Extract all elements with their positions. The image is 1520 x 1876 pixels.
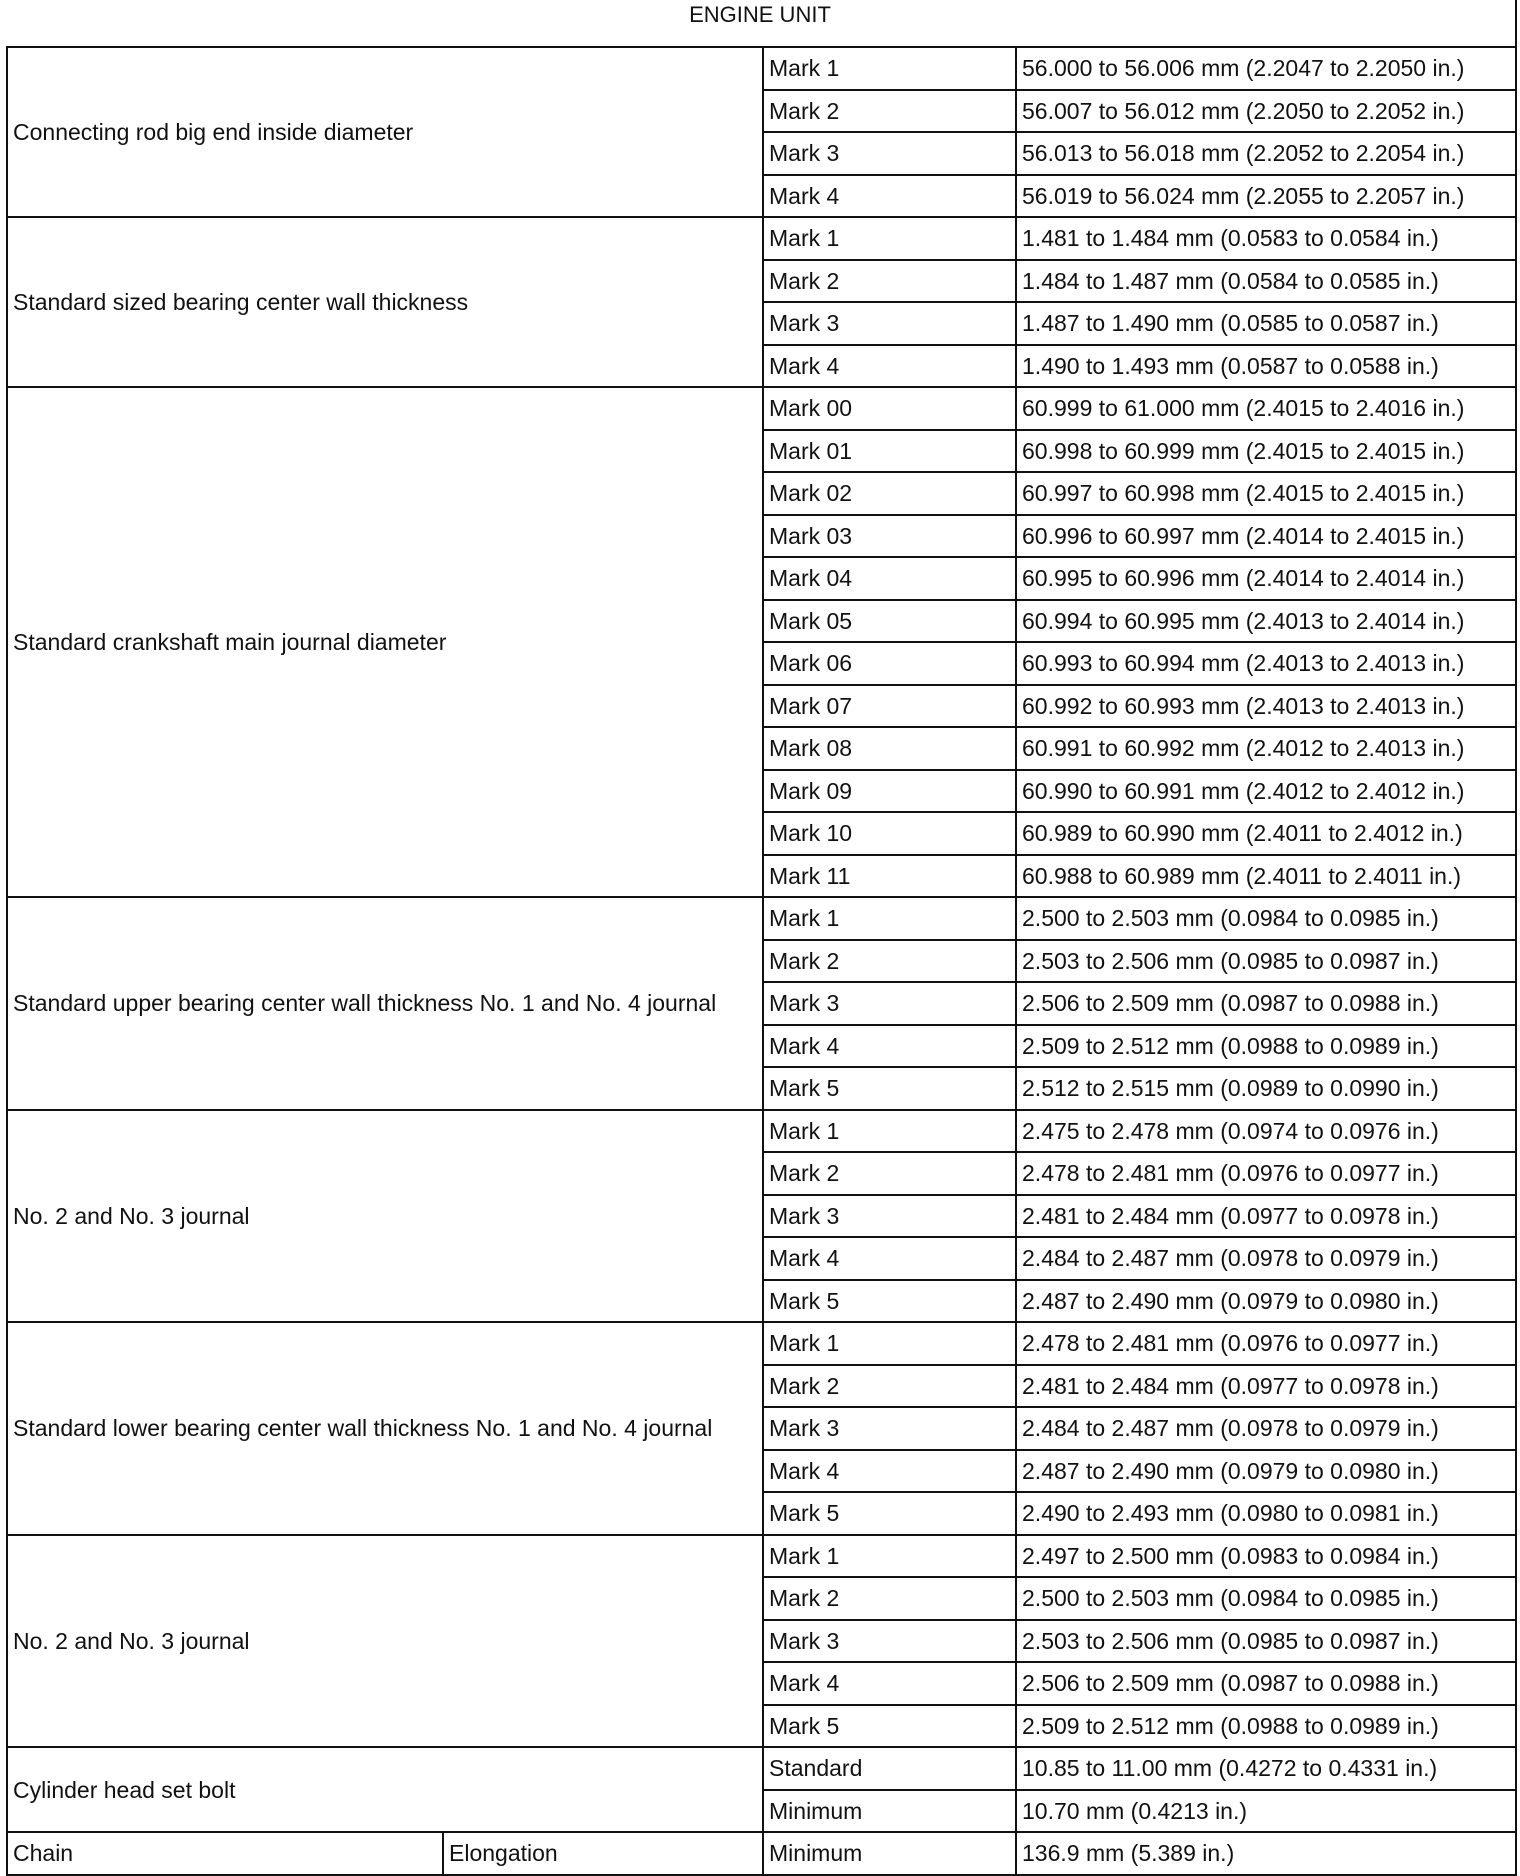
mark-cell: Mark 4 bbox=[763, 1450, 1016, 1493]
table-row bbox=[7, 1322, 1516, 1365]
chain-value: 136.9 mm (5.389 in.) bbox=[1016, 1832, 1516, 1875]
mark-cell: Mark 3 bbox=[763, 302, 1016, 345]
mark-cell: Mark 2 bbox=[763, 260, 1016, 303]
parameter-label: No. 2 and No. 3 journal bbox=[7, 1110, 763, 1323]
mark-cell: Mark 1 bbox=[763, 897, 1016, 940]
value-cell: 1.487 to 1.490 mm (0.0585 to 0.0587 in.) bbox=[1016, 302, 1516, 345]
value-cell: 2.487 to 2.490 mm (0.0979 to 0.0980 in.) bbox=[1016, 1280, 1516, 1323]
parameter-label: Standard lower bearing center wall thickness No. 1 and No. 4 journal bbox=[7, 1322, 763, 1535]
value-cell: 60.990 to 60.991 mm (2.4012 to 2.4012 in.) bbox=[1016, 770, 1516, 813]
value-cell: 60.988 to 60.989 mm (2.4011 to 2.4011 in.) bbox=[1016, 855, 1516, 898]
value-cell: 60.989 to 60.990 mm (2.4011 to 2.4012 in.) bbox=[1016, 812, 1516, 855]
mark-cell: Mark 2 bbox=[763, 90, 1016, 133]
value-cell: 2.481 to 2.484 mm (0.0977 to 0.0978 in.) bbox=[1016, 1365, 1516, 1408]
mark-cell: Mark 5 bbox=[763, 1705, 1016, 1748]
mark-cell: Mark 4 bbox=[763, 1662, 1016, 1705]
mark-cell: Mark 3 bbox=[763, 132, 1016, 175]
value-cell: 2.506 to 2.509 mm (0.0987 to 0.0988 in.) bbox=[1016, 982, 1516, 1025]
value-cell: 60.999 to 61.000 mm (2.4015 to 2.4016 in.) bbox=[1016, 387, 1516, 430]
value-cell: 2.509 to 2.512 mm (0.0988 to 0.0989 in.) bbox=[1016, 1705, 1516, 1748]
mark-cell: Minimum bbox=[763, 1790, 1016, 1833]
parameter-label: Cylinder head set bolt bbox=[7, 1747, 763, 1832]
mark-cell: Mark 03 bbox=[763, 515, 1016, 558]
mark-cell: Mark 4 bbox=[763, 175, 1016, 218]
value-cell: 1.481 to 1.484 mm (0.0583 to 0.0584 in.) bbox=[1016, 217, 1516, 260]
value-cell: 60.996 to 60.997 mm (2.4014 to 2.4015 in.) bbox=[1016, 515, 1516, 558]
value-cell: 1.490 to 1.493 mm (0.0587 to 0.0588 in.) bbox=[1016, 345, 1516, 388]
mark-cell: Mark 09 bbox=[763, 770, 1016, 813]
mark-cell: Mark 2 bbox=[763, 1365, 1016, 1408]
mark-cell: Mark 01 bbox=[763, 430, 1016, 473]
value-cell: 60.995 to 60.996 mm (2.4014 to 2.4014 in.) bbox=[1016, 557, 1516, 600]
table-row bbox=[7, 897, 1516, 940]
mark-cell: Mark 4 bbox=[763, 1237, 1016, 1280]
page-title: ENGINE UNIT bbox=[689, 2, 831, 27]
mark-cell: Mark 1 bbox=[763, 1322, 1016, 1365]
chain-mark: Minimum bbox=[763, 1832, 1016, 1875]
value-cell: 2.490 to 2.493 mm (0.0980 to 0.0981 in.) bbox=[1016, 1492, 1516, 1535]
spec-table-body bbox=[7, 47, 1516, 1832]
value-cell: 56.000 to 56.006 mm (2.2047 to 2.2050 in.) bbox=[1016, 47, 1516, 90]
table-row bbox=[7, 1747, 1516, 1790]
mark-cell: Mark 06 bbox=[763, 642, 1016, 685]
mark-cell: Mark 2 bbox=[763, 940, 1016, 983]
mark-cell: Mark 5 bbox=[763, 1492, 1016, 1535]
chain-label: Chain bbox=[7, 1832, 443, 1875]
table-row bbox=[7, 1832, 1516, 1875]
value-cell: 2.503 to 2.506 mm (0.0985 to 0.0987 in.) bbox=[1016, 940, 1516, 983]
parameter-label: Standard crankshaft main journal diameter bbox=[7, 387, 763, 897]
chain-section bbox=[7, 1832, 1516, 1875]
value-cell: 2.478 to 2.481 mm (0.0976 to 0.0977 in.) bbox=[1016, 1322, 1516, 1365]
value-cell: 2.475 to 2.478 mm (0.0974 to 0.0976 in.) bbox=[1016, 1110, 1516, 1153]
mark-cell: Mark 1 bbox=[763, 47, 1016, 90]
value-cell: 10.70 mm (0.4213 in.) bbox=[1016, 1790, 1516, 1833]
mark-cell: Mark 3 bbox=[763, 1195, 1016, 1238]
value-cell: 56.013 to 56.018 mm (2.2052 to 2.2054 in.) bbox=[1016, 132, 1516, 175]
value-cell: 2.512 to 2.515 mm (0.0989 to 0.0990 in.) bbox=[1016, 1067, 1516, 1110]
value-cell: 56.019 to 56.024 mm (2.2055 to 2.2057 in.) bbox=[1016, 175, 1516, 218]
mark-cell: Mark 00 bbox=[763, 387, 1016, 430]
table-row bbox=[7, 387, 1516, 430]
chain-sub-label: Elongation bbox=[443, 1832, 763, 1875]
value-cell: 2.481 to 2.484 mm (0.0977 to 0.0978 in.) bbox=[1016, 1195, 1516, 1238]
mark-cell: Mark 10 bbox=[763, 812, 1016, 855]
mark-cell: Mark 1 bbox=[763, 1110, 1016, 1153]
mark-cell: Mark 3 bbox=[763, 982, 1016, 1025]
value-cell: 2.484 to 2.487 mm (0.0978 to 0.0979 in.) bbox=[1016, 1237, 1516, 1280]
parameter-label: No. 2 and No. 3 journal bbox=[7, 1535, 763, 1748]
parameter-label: Standard sized bearing center wall thickness bbox=[7, 217, 763, 387]
mark-cell: Mark 08 bbox=[763, 727, 1016, 770]
mark-cell: Mark 3 bbox=[763, 1620, 1016, 1663]
mark-cell: Mark 1 bbox=[763, 217, 1016, 260]
parameter-label: Standard upper bearing center wall thickness No. 1 and No. 4 journal bbox=[7, 897, 763, 1110]
mark-cell: Mark 02 bbox=[763, 472, 1016, 515]
value-cell: 60.992 to 60.993 mm (2.4013 to 2.4013 in.) bbox=[1016, 685, 1516, 728]
value-cell: 10.85 to 11.00 mm (0.4272 to 0.4331 in.) bbox=[1016, 1747, 1516, 1790]
spec-table bbox=[6, 46, 1517, 1876]
mark-cell: Mark 04 bbox=[763, 557, 1016, 600]
value-cell: 2.487 to 2.490 mm (0.0979 to 0.0980 in.) bbox=[1016, 1450, 1516, 1493]
value-cell: 2.500 to 2.503 mm (0.0984 to 0.0985 in.) bbox=[1016, 897, 1516, 940]
table-row bbox=[7, 1110, 1516, 1153]
mark-cell: Mark 11 bbox=[763, 855, 1016, 898]
mark-cell: Mark 4 bbox=[763, 1025, 1016, 1068]
mark-cell: Mark 5 bbox=[763, 1280, 1016, 1323]
mark-cell: Mark 5 bbox=[763, 1067, 1016, 1110]
parameter-label: Connecting rod big end inside diameter bbox=[7, 47, 763, 217]
value-cell: 60.991 to 60.992 mm (2.4012 to 2.4013 in.) bbox=[1016, 727, 1516, 770]
value-cell: 2.506 to 2.509 mm (0.0987 to 0.0988 in.) bbox=[1016, 1662, 1516, 1705]
mark-cell: Mark 2 bbox=[763, 1577, 1016, 1620]
value-cell: 2.478 to 2.481 mm (0.0976 to 0.0977 in.) bbox=[1016, 1152, 1516, 1195]
mark-cell: Mark 07 bbox=[763, 685, 1016, 728]
mark-cell: Standard bbox=[763, 1747, 1016, 1790]
value-cell: 60.998 to 60.999 mm (2.4015 to 2.4015 in.) bbox=[1016, 430, 1516, 473]
mark-cell: Mark 3 bbox=[763, 1407, 1016, 1450]
mark-cell: Mark 4 bbox=[763, 345, 1016, 388]
value-cell: 2.509 to 2.512 mm (0.0988 to 0.0989 in.) bbox=[1016, 1025, 1516, 1068]
value-cell: 60.994 to 60.995 mm (2.4013 to 2.4014 in.) bbox=[1016, 600, 1516, 643]
value-cell: 2.503 to 2.506 mm (0.0985 to 0.0987 in.) bbox=[1016, 1620, 1516, 1663]
mark-cell: Mark 1 bbox=[763, 1535, 1016, 1578]
value-cell: 56.007 to 56.012 mm (2.2050 to 2.2052 in.) bbox=[1016, 90, 1516, 133]
value-cell: 1.484 to 1.487 mm (0.0584 to 0.0585 in.) bbox=[1016, 260, 1516, 303]
table-row bbox=[7, 217, 1516, 260]
mark-cell: Mark 2 bbox=[763, 1152, 1016, 1195]
value-cell: 2.497 to 2.500 mm (0.0983 to 0.0984 in.) bbox=[1016, 1535, 1516, 1578]
table-row bbox=[7, 1535, 1516, 1578]
value-cell: 2.500 to 2.503 mm (0.0984 to 0.0985 in.) bbox=[1016, 1577, 1516, 1620]
value-cell: 2.484 to 2.487 mm (0.0978 to 0.0979 in.) bbox=[1016, 1407, 1516, 1450]
table-row bbox=[7, 47, 1516, 90]
page-edge-line bbox=[1515, 0, 1517, 46]
value-cell: 60.997 to 60.998 mm (2.4015 to 2.4015 in.) bbox=[1016, 472, 1516, 515]
mark-cell: Mark 05 bbox=[763, 600, 1016, 643]
value-cell: 60.993 to 60.994 mm (2.4013 to 2.4013 in.) bbox=[1016, 642, 1516, 685]
